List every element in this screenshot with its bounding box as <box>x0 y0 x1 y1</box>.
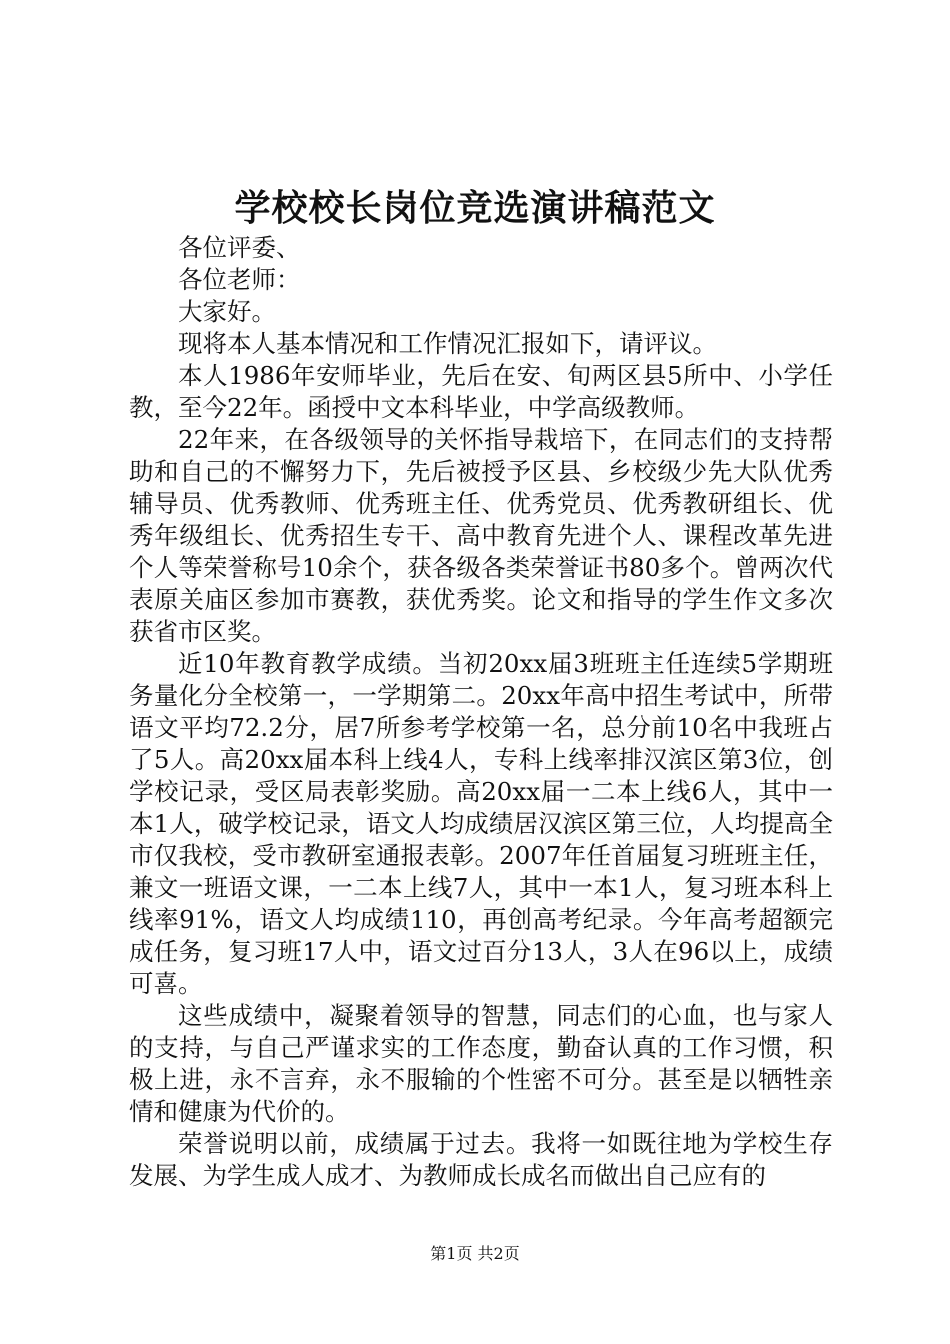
salutation-teachers: 各位老师： <box>178 265 301 294</box>
salutation-judges: 各位评委、 <box>178 233 301 262</box>
body-paragraph: 现将本人基本情况和工作情况汇报如下，请评议。 <box>178 329 717 358</box>
body-paragraph: 近10年教育教学成绩。当初20xx届3班班主任连续5学期班务量化分全校第一，一学期第二。20xx年高中招生考试中，所带语文平均72.2分，居7所参考学校第一名，总分前10名中我班占了5人。高20xx届本科上线4人，专科上线率排汉滨区第3位，创学校记录，受区局表彰奖励。高20xx届一二本上线6人，其中一本1人，破学校记录，语文人均成绩居汉滨区第三位，人均提高全市仅我校，受市教研室通报表彰。2007年任首届复习班班主任，兼文一班语文课，一二本上线7人，其中一本1人，复习班本科上线率91%，语文人均成绩110，再创高考纪录。今年高考超额完成任务，复习班17人中，语文过百分13人，3人在96以上，成绩可喜。 <box>129 649 833 998</box>
document-title: 学校校长岗位竞选演讲稿范文 <box>234 187 716 229</box>
body-paragraph: 22年来，在各级领导的关怀指导栽培下，在同志们的支持帮助和自己的不懈努力下，先后被授予区县、乡校级少先大队优秀辅导员、优秀教师、优秀班主任、优秀党员、优秀教研组长、优秀年级组长、优秀招生专干、高中教育先进个人、课程改革先进个人等荣誉称号10余个，获各级各类荣誉证书80多个。曾两次代表原关庙区参加市赛教，获优秀奖。论文和指导的学生作文多次获省市区奖。 <box>129 425 833 646</box>
page-number-footer: 第1页 共2页 <box>430 1244 520 1263</box>
body-paragraph: 这些成绩中，凝聚着领导的智慧，同志们的心血，也与家人的支持，与自己严谨求实的工作态度，勤奋认真的工作习惯，积极上进，永不言弃，永不服输的个性密不可分。甚至是以牺牲亲情和健康为代价的。 <box>129 1001 833 1126</box>
document-body <box>129 232 833 1192</box>
greeting: 大家好。 <box>178 297 276 326</box>
body-paragraph: 本人1986年安师毕业，先后在安、旬两区县5所中、小学任教，至今22年。函授中文本科毕业，中学高级教师。 <box>129 361 833 422</box>
body-paragraph: 荣誉说明以前，成绩属于过去。我将一如既往地为学校生存发展、为学生成人成才、为教师成长成名而做出自己应有的 <box>129 1129 833 1190</box>
